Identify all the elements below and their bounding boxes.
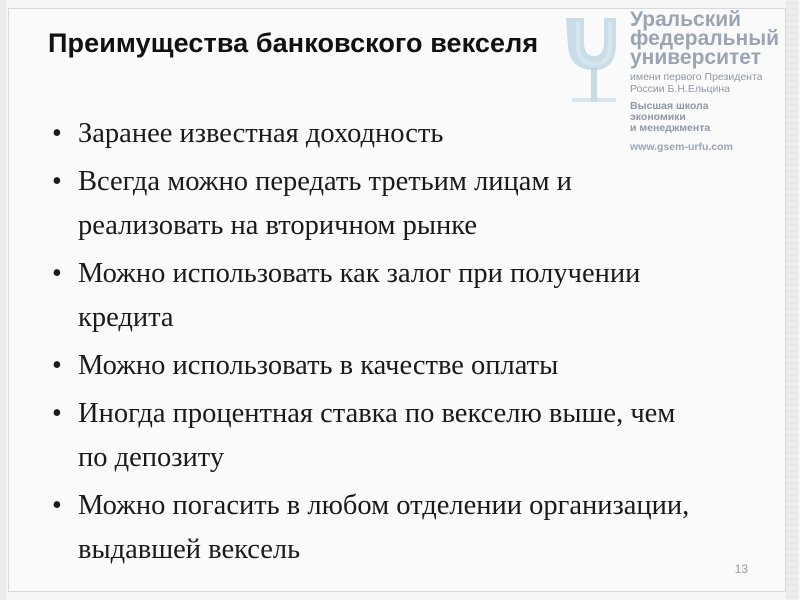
bullet-list bbox=[48, 112, 698, 576]
logo-school-line1: Высшая школа bbox=[630, 100, 709, 112]
slide-title: Преимущества банковского векселя bbox=[48, 28, 539, 58]
bullet-item: • Всегда можно передать третьим лицам и реализовать на вторичном рынке bbox=[48, 160, 698, 248]
page-number: 13 bbox=[734, 562, 748, 576]
bullet-item: • Можно использовать в качестве оплаты bbox=[48, 344, 698, 388]
slide-edge-right bbox=[786, 0, 798, 600]
logo-school-line3: и менеджмента bbox=[630, 122, 711, 134]
logo-name-line2: федеральный bbox=[630, 27, 780, 50]
logo-sub-line2: России Б.Н.Ельцина bbox=[630, 83, 730, 95]
bullet-item: • Можно погасить в любом отделении организации, выдавшей вексель bbox=[48, 484, 698, 572]
slide-edge-left bbox=[0, 0, 6, 600]
bullet-item: • Можно использовать как залог при получении кредита bbox=[48, 252, 698, 340]
bullet-item: • Заранее известная доходность bbox=[48, 112, 698, 156]
logo-sub-line1: имени первого Президента bbox=[630, 71, 763, 83]
logo-name-line1: Уральский bbox=[630, 8, 742, 31]
logo-name-line3: университет bbox=[630, 46, 761, 69]
bullet-item: • Иногда процентная ставка по векселю выше, чем по депозиту bbox=[48, 392, 698, 480]
urfu-logo-icon bbox=[558, 12, 622, 108]
logo-url: www.gsem-urfu.com bbox=[630, 141, 733, 153]
logo-school-line2: экономики bbox=[630, 111, 686, 123]
